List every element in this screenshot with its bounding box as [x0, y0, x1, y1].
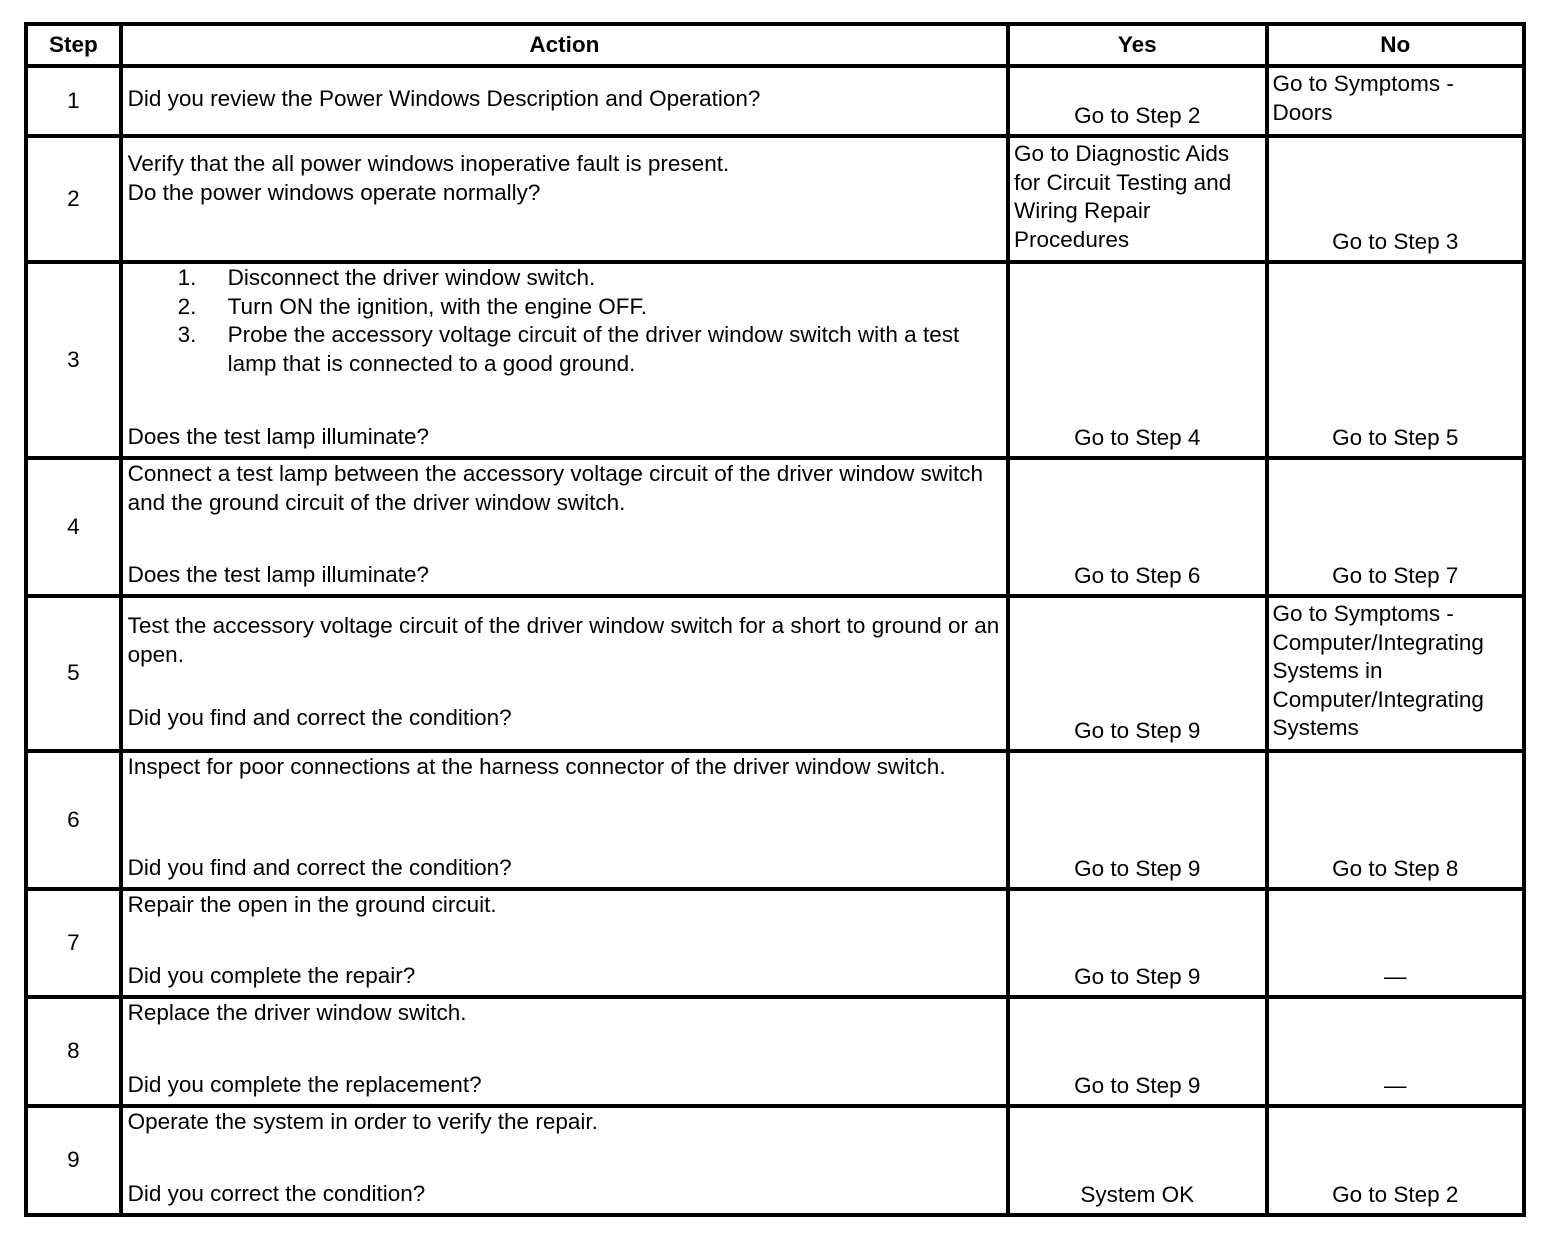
substep-text: Probe the accessory voltage circuit of the driver window switch with a test lamp that is connected to a good ground. — [227, 322, 960, 376]
action-question: Did you find and correct the condition? — [127, 705, 512, 731]
action-question: Does the test lamp illuminate? — [127, 562, 430, 588]
action-text: Test the accessory voltage circuit of the driver window switch for a short to ground or an open. — [127, 613, 1000, 667]
header-step: Step — [26, 24, 121, 66]
no-cell: — — [1267, 997, 1524, 1106]
header-action: Action — [121, 24, 1008, 66]
action-cell — [121, 997, 1008, 1106]
step-number: 3 — [26, 262, 121, 458]
action-text: Replace the driver window switch. — [127, 1000, 467, 1025]
action-question: Did you find and correct the condition? — [127, 855, 512, 881]
step-number: 5 — [26, 596, 121, 751]
substep-number: 1. — [177, 265, 197, 290]
yes-cell: Go to Step 4 — [1008, 262, 1266, 458]
table-row — [26, 458, 1524, 596]
yes-cell: Go to Step 9 — [1008, 751, 1266, 889]
diagnostic-table — [24, 22, 1526, 1217]
step-number: 4 — [26, 458, 121, 596]
yes-cell: System OK — [1008, 1106, 1266, 1215]
header-yes: Yes — [1008, 24, 1266, 66]
no-cell: Go to Step 2 — [1267, 1106, 1524, 1215]
table-row — [26, 997, 1524, 1106]
action-cell — [121, 751, 1008, 889]
table-row — [26, 136, 1524, 262]
action-cell — [121, 66, 1008, 136]
step-number: 9 — [26, 1106, 121, 1215]
action-question: Did you review the Power Windows Description and Operation? — [127, 85, 761, 111]
table-row — [26, 889, 1524, 997]
yes-cell: Go to Diagnostic Aids for Circuit Testing and Wiring Repair Procedures — [1008, 136, 1266, 262]
action-text: Verify that the all power windows inoperative fault is present. — [127, 151, 730, 176]
header-row — [26, 24, 1524, 66]
action-cell — [121, 262, 1008, 458]
action-question: Do the power windows operate normally? — [127, 179, 541, 205]
no-cell: — — [1267, 889, 1524, 997]
substep-list — [128, 264, 1001, 378]
table-row — [26, 596, 1524, 751]
action-text: Operate the system in order to verify the repair. — [127, 1109, 598, 1134]
step-number: 1 — [26, 66, 121, 136]
substep-text: Disconnect the driver window switch. — [227, 265, 596, 290]
substep-number: 3. — [177, 322, 197, 348]
substep-text: Turn ON the ignition, with the engine OFF. — [227, 293, 648, 319]
table-row — [26, 262, 1524, 458]
table-row — [26, 751, 1524, 889]
list-item — [128, 293, 1001, 322]
step-number: 6 — [26, 751, 121, 889]
action-question: Did you complete the repair? — [127, 963, 416, 989]
step-number: 7 — [26, 889, 121, 997]
no-cell: Go to Symptoms - Doors — [1267, 66, 1524, 136]
action-cell — [121, 889, 1008, 997]
yes-cell: Go to Step 9 — [1008, 889, 1266, 997]
no-cell: Go to Step 3 — [1267, 136, 1524, 262]
yes-cell: Go to Step 2 — [1008, 66, 1266, 136]
list-item — [128, 321, 1001, 378]
action-question: Did you complete the replacement? — [127, 1072, 482, 1098]
step-number: 8 — [26, 997, 121, 1106]
list-item — [128, 264, 1001, 293]
table-row — [26, 66, 1524, 136]
step-number: 2 — [26, 136, 121, 262]
no-cell: Go to Step 5 — [1267, 262, 1524, 458]
yes-cell: Go to Step 9 — [1008, 596, 1266, 751]
action-question: Did you correct the condition? — [127, 1181, 426, 1207]
no-cell: Go to Step 7 — [1267, 458, 1524, 596]
action-question: Does the test lamp illuminate? — [127, 424, 430, 450]
action-text: Repair the open in the ground circuit. — [127, 892, 497, 917]
action-cell — [121, 596, 1008, 751]
header-no: No — [1267, 24, 1524, 66]
action-cell — [121, 1106, 1008, 1215]
yes-cell: Go to Step 9 — [1008, 997, 1266, 1106]
action-text: Inspect for poor connections at the harness connector of the driver window switch. — [127, 754, 946, 779]
action-cell — [121, 458, 1008, 596]
no-cell: Go to Symptoms - Computer/Integrating Systems in Computer/Integrating Systems — [1267, 596, 1524, 751]
action-text: Connect a test lamp between the accessory voltage circuit of the driver window switch and the ground circuit of the driver window switch. — [127, 461, 984, 515]
action-cell — [121, 136, 1008, 262]
no-cell: Go to Step 8 — [1267, 751, 1524, 889]
substep-number: 2. — [177, 293, 197, 319]
table-row — [26, 1106, 1524, 1215]
yes-cell: Go to Step 6 — [1008, 458, 1266, 596]
